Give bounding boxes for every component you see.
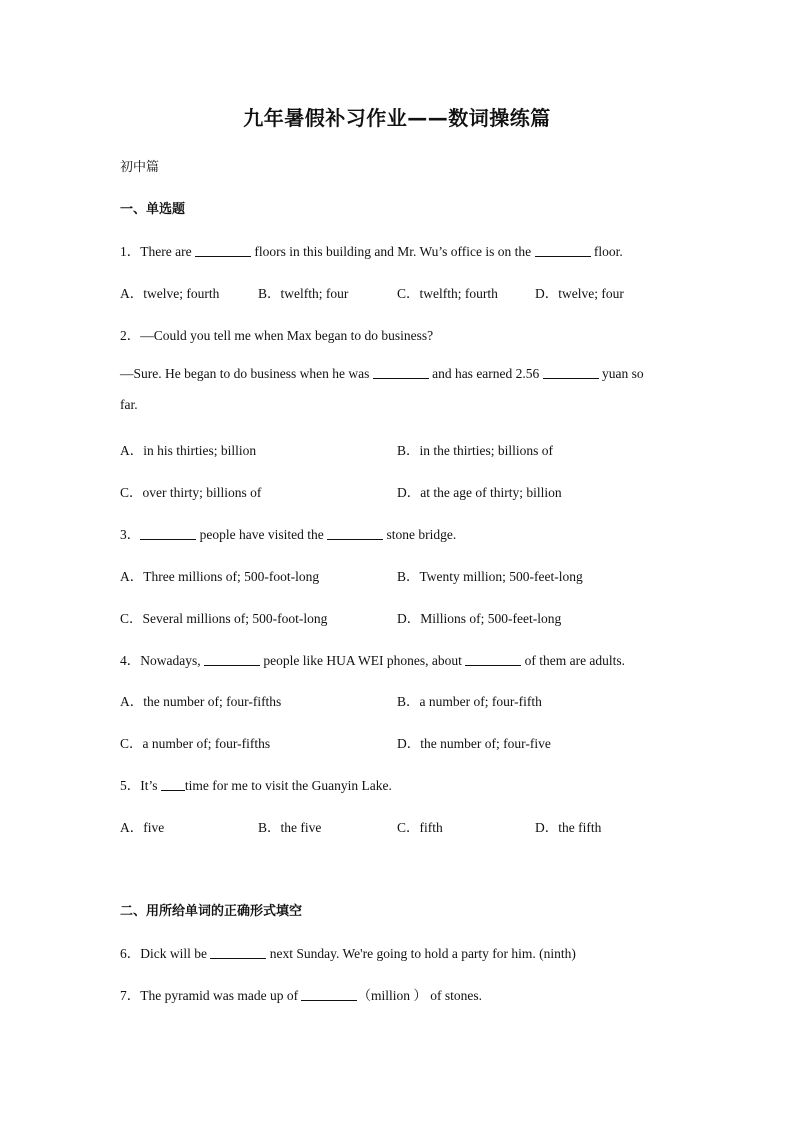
question-4-option-a[interactable]: A．the number of; four-fifths [120, 694, 282, 709]
question-5-text-end: time for me to visit the Guanyin Lake. [184, 778, 392, 793]
question-3-option-c[interactable]: C．Several millions of; 500-foot-long [120, 611, 328, 626]
question-3-text-end: stone bridge. [383, 527, 457, 542]
question-2-option-b[interactable]: B．in the thirties; billions of [397, 443, 553, 458]
question-7-text-start: 7．The pyramid was made up of [120, 988, 302, 1003]
question-2-text-end: yuan so [598, 366, 644, 381]
question-7-text-end: （million ） of stones. [357, 988, 482, 1003]
answer-blank[interactable] [373, 366, 429, 379]
question-3-text-start: 3． [120, 527, 141, 542]
question-1-option-a[interactable]: A．twelve; fourth [120, 286, 220, 301]
answer-blank[interactable] [465, 653, 521, 666]
question-2-option-d[interactable]: D．at the age of thirty; billion [397, 485, 562, 500]
question-5-text-start: 5．It’s [120, 778, 161, 793]
question-4-option-b[interactable]: B．a number of; four-fifth [397, 694, 542, 709]
question-4-option-d[interactable]: D．the number of; four-five [397, 736, 551, 751]
question-5-option-a[interactable]: A．five [120, 820, 165, 835]
question-5-option-c[interactable]: C．fifth [397, 820, 443, 835]
question-1-option-b[interactable]: B．twelfth; four [258, 286, 349, 301]
question-1-text-end: floor. [590, 244, 623, 259]
answer-blank[interactable] [161, 778, 185, 791]
question-3 [120, 523, 456, 543]
answer-blank[interactable] [543, 366, 599, 379]
answer-blank[interactable] [210, 946, 266, 959]
section-heading-fill-in: 二、用所给单词的正确形式填空 [120, 904, 303, 919]
question-2-text-middle: and has earned 2.56 [428, 366, 543, 381]
question-1 [120, 240, 623, 260]
question-2-option-c[interactable]: C．over thirty; billions of [120, 485, 262, 500]
question-3-option-b[interactable]: B．Twenty million; 500-feet-long [397, 569, 583, 584]
answer-blank[interactable] [535, 244, 591, 257]
question-2-line-2 [120, 366, 644, 382]
question-3-option-d[interactable]: D．Millions of; 500-feet-long [397, 611, 562, 626]
answer-blank[interactable] [140, 527, 196, 540]
answer-blank[interactable] [327, 527, 383, 540]
question-4-option-c[interactable]: C．a number of; four-fifths [120, 736, 271, 751]
question-6-text-end: next Sunday. We're going to hold a party for him. (ninth) [266, 946, 576, 961]
question-4-text-middle: people like HUA WEI phones, about [260, 653, 466, 668]
question-6 [120, 942, 576, 962]
question-4 [120, 649, 625, 669]
question-1-option-d[interactable]: D．twelve; four [535, 286, 624, 301]
question-2-line-3: far. [120, 397, 138, 412]
question-1-text-start: 1．There are [120, 244, 195, 259]
answer-blank[interactable] [195, 244, 251, 257]
question-4-text-start: 4．Nowadays, [120, 653, 204, 668]
subtitle: 初中篇 [120, 160, 160, 175]
question-2-line-1: 2．—Could you tell me when Max began to do business? [120, 328, 434, 343]
page-title: 九年暑假补习作业——数词操练篇 [243, 106, 551, 130]
question-5 [120, 774, 392, 794]
question-1-option-c[interactable]: C．twelfth; fourth [397, 286, 498, 301]
answer-blank[interactable] [204, 653, 260, 666]
question-5-option-b[interactable]: B．the five [258, 820, 322, 835]
question-2-text-start: —Sure. He began to do business when he was [120, 366, 373, 381]
answer-blank[interactable] [301, 988, 357, 1001]
question-1-text-middle: floors in this building and Mr. Wu’s office is on the [250, 244, 535, 259]
question-5-option-d[interactable]: D．the fifth [535, 820, 602, 835]
section-heading-single-choice: 一、单选题 [120, 202, 186, 217]
question-6-text-start: 6．Dick will be [120, 946, 211, 961]
question-2-option-a[interactable]: A．in his thirties; billion [120, 443, 257, 458]
question-7 [120, 984, 482, 1004]
question-4-text-end: of them are adults. [521, 653, 626, 668]
question-3-text-middle: people have visited the [196, 527, 328, 542]
question-3-option-a[interactable]: A．Three millions of; 500-foot-long [120, 569, 320, 584]
